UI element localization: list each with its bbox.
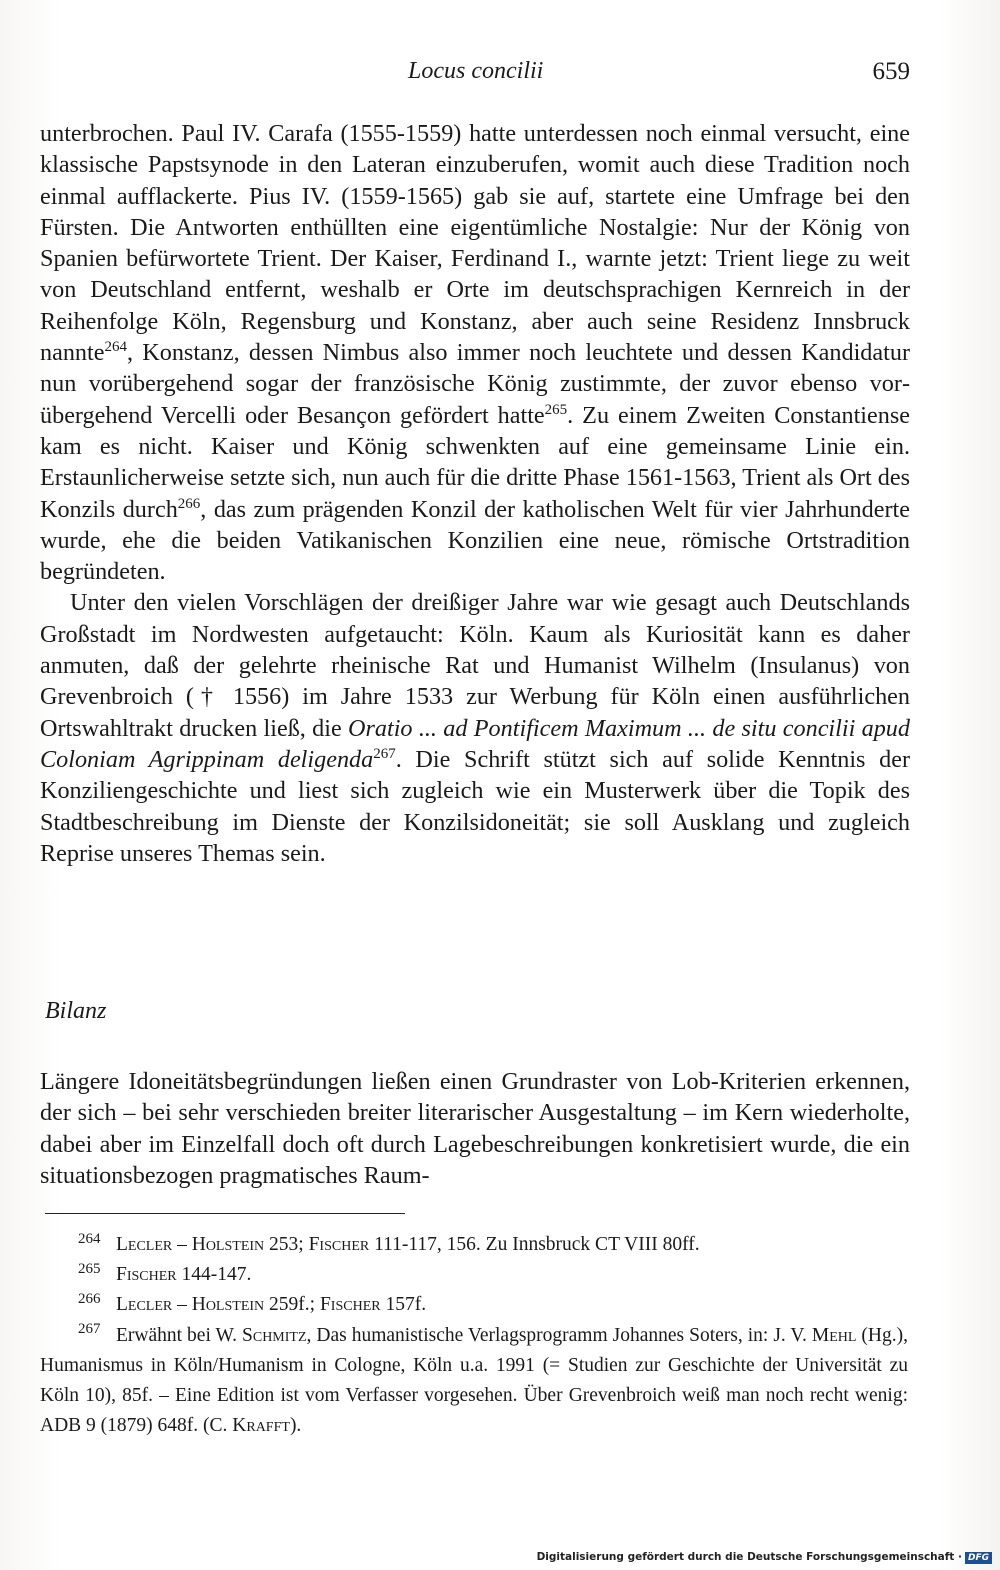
author-name: Krafft bbox=[232, 1415, 290, 1437]
paragraph bbox=[40, 587, 910, 869]
text-run: . Die Schrift stützt sich auf solide Kenntnis der Konziliengeschichte und liest sich zugleich wie ein Musterwerk über die Topik des Stadtbeschreibung im Dienste der Konzilsidoneität; sie soll Ausklang und zugleich Reprise unseres Themas sein. bbox=[40, 745, 910, 867]
section-heading: Bilanz bbox=[45, 998, 107, 1024]
paragraph bbox=[40, 118, 910, 587]
author-name: Lecler – Holstein bbox=[116, 1234, 265, 1255]
footnotes bbox=[40, 1230, 908, 1441]
text-run: , Konstanz, dessen Nimbus also immer noch leuchtete und dessen Kandidatur nun vorübergehend sogar der französische König zustimmte, der zuvor ebenso vorübergehend Vercelli oder Besançon gefördert hatte bbox=[40, 339, 910, 429]
text-run: , Das humanistische Verlagsprogramm Johannes Soters, in: J. V. bbox=[306, 1324, 812, 1346]
dfg-logo: DFG bbox=[965, 1552, 992, 1564]
author-name: Schmitz bbox=[242, 1324, 307, 1346]
running-title: Locus concilii bbox=[408, 58, 544, 84]
footnote: 267 Erwähnt bei W. Schmitz, Das humanistische Verlagsprogramm Johannes Soters, in: J. V. Mehl (Hg.), Humanismus in Köln/Humanism in Cologne, Köln u.a. 1991 (= Studien zur Geschichte der Universität zu Köln 10), 85f. – Eine Edition ist vom Verfasser vorgesehen. Über Grevenbroich weiß man noch recht wenig: ADB 9 (1879) 648f. (C. Krafft). bbox=[40, 1321, 909, 1437]
text-run: . Zu einem Zweiten Constantiense kam es nicht. Kaiser und König schwenkten auf eine gemeinsame Linie ein. Erstaunlicherweise setzte sich, nun auch für die dritte Phase 1561-1563, Trient als Ort des Konzils durch bbox=[40, 401, 910, 523]
text-run: 157f. bbox=[380, 1294, 427, 1316]
footnote-reference: 267 bbox=[373, 745, 396, 762]
text-run: ). bbox=[289, 1415, 302, 1437]
author-name: Lecler – Holstein bbox=[116, 1294, 265, 1316]
italic-title: Oratio ... ad Pontificem Maximum ... de situ concilii apud Coloniam Agrippinam deligenda bbox=[40, 714, 910, 773]
footnote-reference: 265 bbox=[544, 401, 568, 418]
text-run: Erwähnt bei W. bbox=[116, 1324, 243, 1346]
closing-text bbox=[40, 1066, 910, 1191]
text-run: , das zum prägenden Konzil der katholischen Welt für vier Jahrhunderte wurde, ehe die beiden Vatikanischen Konzilien eine neue, römische Ortstradition begründeten. bbox=[40, 495, 910, 586]
author-name: Fischer bbox=[308, 1234, 370, 1255]
text-run: (Hg.), Humanismus in Köln/Humanism in Cologne, Köln u.a. 1991 (= Studien zur Geschichte der Universität zu Köln 10), 85f. – Eine Edition ist vom Verfasser vorgesehen. Über Grevenbroich weiß man noch recht wenig: ADB 9 (1879) 648f. (C. bbox=[40, 1324, 909, 1437]
footnote-reference: 266 bbox=[177, 495, 201, 512]
footnote: 264 Lecler – Holstein 253; Fischer 111-117, 156. Zu Innsbruck CT VIII 80ff. bbox=[78, 1230, 700, 1255]
closing-paragraph: Längere Idoneitätsbegründungen ließen einen Grundraster von Lob-Kriterien erkennen, der sich – bei sehr verschieden breiter literarischer Ausgestaltung – im Kern wiederholte, dabei aber im Einzelfall doch oft durch Lagebeschreibungen konkretisiert wurde, die ein situationsbezogen pragmatisches Raum- bbox=[40, 1068, 910, 1189]
text-run: 144-147. bbox=[176, 1264, 252, 1286]
page-number: 659 bbox=[872, 58, 910, 85]
footnote: 266 Lecler – Holstein 259f.; Fischer 157f. bbox=[78, 1290, 427, 1316]
text-run: unterbrochen. Paul IV. Carafa (1555-1559) hatte unterdessen noch einmal versucht, eine klassische Papstsynode in den Lateran einzuberufen, womit auch diese Tradition noch einmal aufflackerte. Pius IV. (1559-1565) gab sie auf, startete eine Umfrage bei den Fürsten. Die Antworten enthüllten eine eigentümliche Nostalgie: Nur der König von Spanien befürwortete Trient. Der Kaiser, Ferdinand I., warnte jetzt: Trient liege zu weit von Deutschland entfernt, weshalb er Orte im deutschsprachigen Kernreich in der Reihenfolge Köln, Regensburg und Konstanz, aber auch seine Residenz Innsbruck nannte bbox=[40, 120, 910, 367]
credit-text: Digitalisierung gefördert durch die Deutsche Forschungsgemeinschaft · bbox=[536, 1551, 962, 1563]
author-name: Fischer bbox=[319, 1294, 381, 1316]
text-run: 111-117, 156. Zu Innsbruck CT VIII 80ff. bbox=[369, 1234, 700, 1255]
digitization-credit bbox=[537, 1551, 992, 1564]
running-header bbox=[40, 58, 910, 88]
author-name: Mehl bbox=[811, 1324, 857, 1346]
text-run: 259f.; bbox=[264, 1294, 320, 1316]
main-text bbox=[40, 118, 910, 869]
footnote: 265 Fischer 144-147. bbox=[78, 1260, 252, 1286]
footnote-separator bbox=[45, 1213, 405, 1214]
author-name: Fischer bbox=[116, 1264, 177, 1286]
text-run: 253; bbox=[264, 1234, 309, 1255]
text-run: Unter den vielen Vorschlägen der dreißiger Jahre war wie gesagt auch Deutschlands Großstadt im Nordwesten aufgetaucht: Köln. Kaum als Kuriosität kann es daher anmuten, daß der gelehrte rheinische Rat und Humanist Wilhelm (Insulanus) von Grevenbroich († 1556) im Jahre 1533 zur Werbung für Köln einen ausführlichen Ortswahltrakt drucken ließ, die bbox=[40, 589, 910, 742]
footnote-reference: 264 bbox=[104, 339, 127, 356]
